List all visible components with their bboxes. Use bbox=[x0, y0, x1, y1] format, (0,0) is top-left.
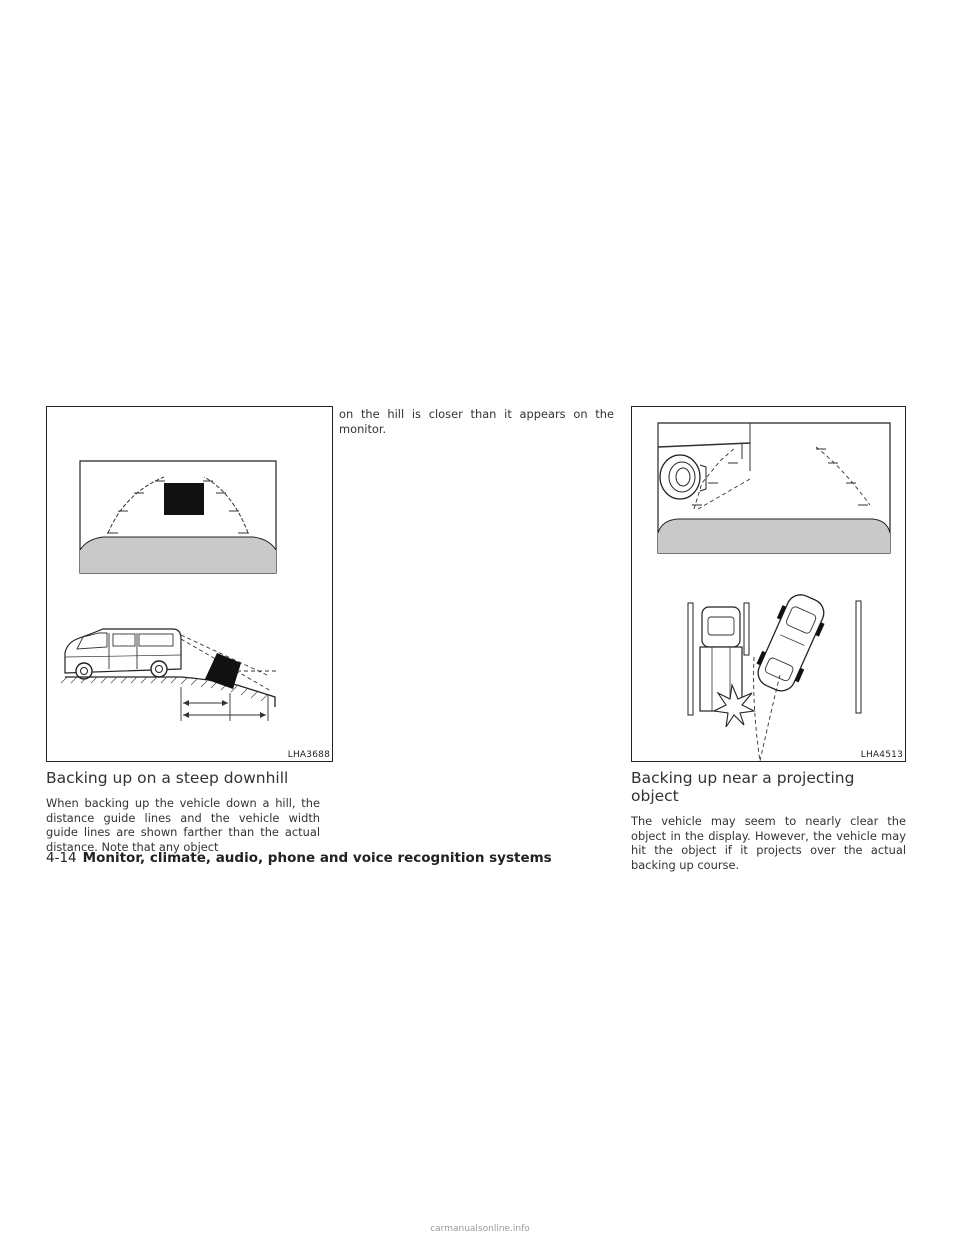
projecting-object-illustration bbox=[632, 407, 905, 761]
watermark: carmanualsonline.info bbox=[430, 1224, 530, 1234]
figure-steep-downhill bbox=[46, 406, 333, 762]
page-footer bbox=[46, 850, 552, 866]
chapter-title: Monitor, climate, audio, phone and voice recognition systems bbox=[82, 850, 552, 866]
figure-projecting-object bbox=[631, 406, 906, 762]
figure-code: LHA3688 bbox=[287, 750, 330, 760]
steep-downhill-illustration bbox=[47, 407, 332, 761]
paragraph-steep-downhill: When backing up the vehicle down a hill, the distance guide lines and the vehicle width guide lines are shown farther than the actual distance. Note that any object bbox=[46, 796, 320, 854]
page-number: 4-14 bbox=[46, 850, 77, 866]
section-heading-projecting-object: Backing up near a projecting object bbox=[631, 769, 855, 805]
paragraph-steep-downhill-continued: on the hill is closer than it appears on the monitor. bbox=[339, 407, 614, 436]
figure-code: LHA4513 bbox=[860, 750, 903, 760]
section-heading-steep-downhill: Backing up on a steep downhill bbox=[46, 769, 289, 787]
paragraph-projecting-object: The vehicle may seem to nearly clear the object in the display. However, the vehicle may hit the object if it projects over the actual backing up course. bbox=[631, 814, 906, 872]
